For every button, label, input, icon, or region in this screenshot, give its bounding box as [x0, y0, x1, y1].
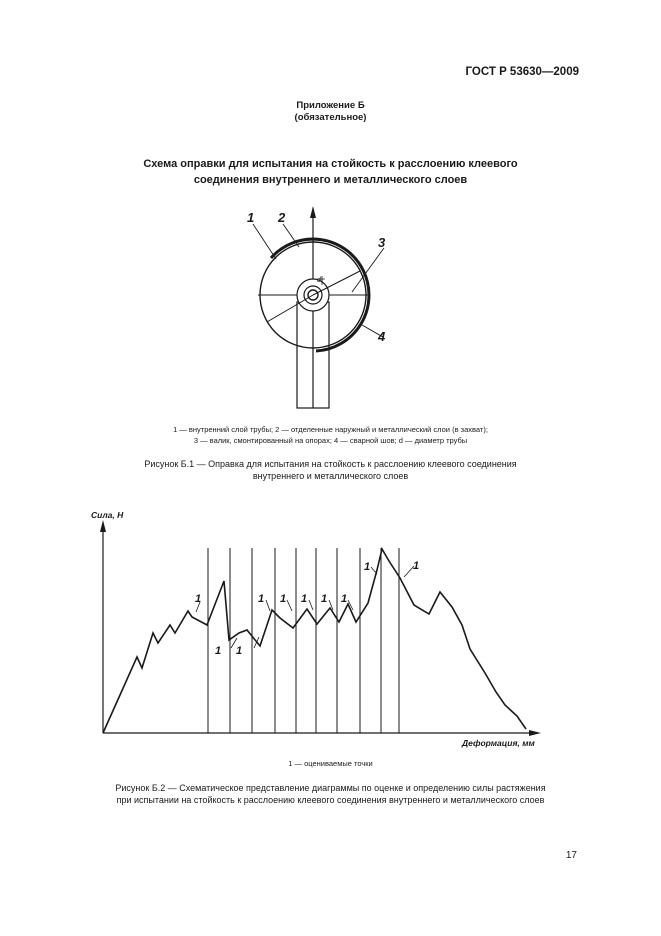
figure1-legend-line-2: 3 — валик, смонтированный на опорах; 4 — сварной шов; d — диаметр трубы	[193, 436, 468, 445]
callout-1: 1	[247, 210, 255, 225]
point-marker: 1	[301, 593, 308, 605]
standard-id: ГОСТ Р 53630—2009	[465, 66, 579, 78]
y-axis-arrow	[100, 520, 106, 532]
x-axis-label: Деформация, мм	[462, 738, 535, 748]
point-marker: 1	[195, 593, 202, 605]
y-axis-label: Сила, Н	[91, 510, 124, 520]
figure2-caption	[0, 782, 661, 806]
force-curve	[103, 549, 526, 733]
figure1-caption-line-1: Рисунок Б.1 — Оправка для испытания на стойкость к расслоению клеевого соединения	[144, 459, 517, 469]
figure2-caption-line-1: Рисунок Б.2 — Схематическое представление диаграммы по оценке и определению силы растяжения	[115, 783, 546, 793]
point-marker: 1	[364, 561, 371, 573]
callout-3: 3	[378, 235, 386, 250]
figure2-legend: 1 — оцениваемые точки	[288, 759, 373, 768]
title-line-1: Схема оправки для испытания на стойкость к расслоению клеевого	[143, 158, 518, 170]
point-leader	[309, 600, 313, 610]
figure1-legend-line-1: 1 — внутренний слой трубы; 2 — отделенные наружный и металлический слои (в захват);	[173, 425, 488, 434]
callout-4: 4	[378, 329, 386, 344]
callout-2: 2	[278, 210, 286, 225]
point-marker: 1	[215, 645, 222, 657]
appendix-label: Приложение Б	[296, 100, 365, 111]
point-marker: 1	[236, 645, 243, 657]
point-marker: 1	[341, 593, 348, 605]
point-leader	[266, 600, 270, 611]
point-marker: 1	[258, 593, 265, 605]
point-marker: 1	[413, 560, 420, 572]
figure1-caption-line-2: внутреннего и металлического слоев	[252, 471, 409, 481]
appendix-status: (обязательное)	[294, 112, 367, 123]
point-marker: 1	[321, 593, 328, 605]
page-number: 17	[565, 850, 577, 861]
point-leader	[287, 600, 292, 611]
point-marker: 1	[280, 593, 287, 605]
x-axis-arrow	[529, 730, 541, 736]
dimension-label: d	[317, 277, 321, 284]
figure2-caption-line-2: при испытании на стойкость к расслоению клеевого соединения внутреннего и металлического слоев	[116, 795, 545, 805]
title-line-2: соединения внутреннего и металлического слоев	[193, 174, 468, 186]
